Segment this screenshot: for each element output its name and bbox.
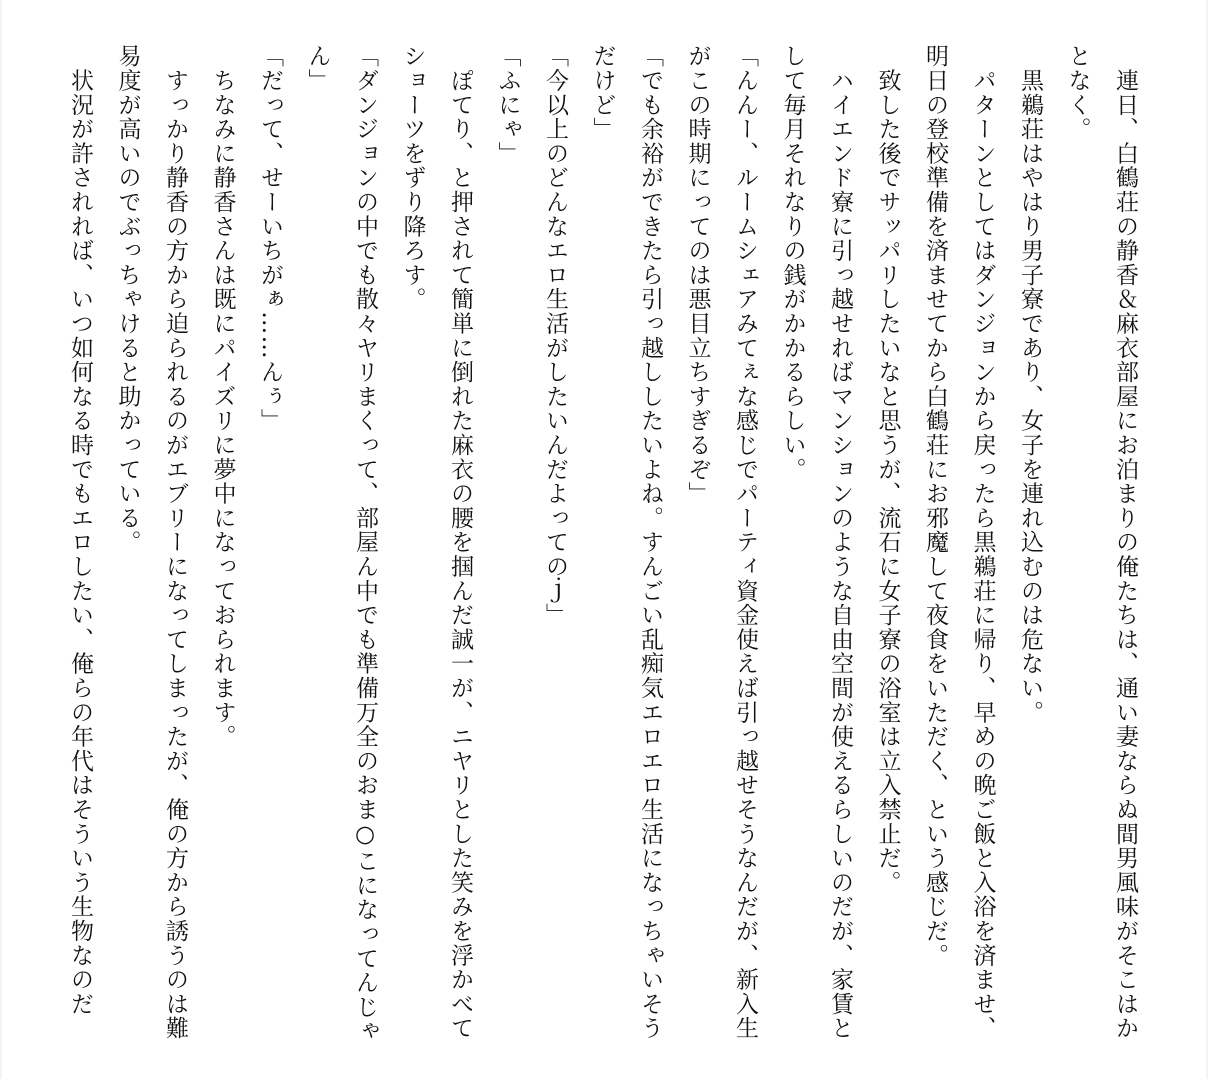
- paragraph: 致した後でサッパリしたいなと思うが、流石に女子寮の浴室は立入禁止だ。: [874, 44, 901, 895]
- dialogue-line: 「今以上のどんなエロ生活がしたいんだよってのｊ」: [542, 44, 568, 628]
- vertical-text-body: [56, 44, 1149, 1044]
- paragraph: 連日、白鶴荘の静香＆麻衣部屋にお泊まりの俺たちは、通い妻ならぬ間男風味がそこはかとなく。: [1064, 44, 1138, 1041]
- paragraph: ハイエンド寮に引っ越せればマンションのような自由空間が使えるらしいのだが、家賃として毎月それなりの銭がかかるらしい。: [779, 44, 853, 1041]
- dialogue-line: 「でも余裕ができたら引っ越ししたいよね。すんごい乱痴気エロエロ生活になっちゃいそうだけど」: [589, 44, 663, 1041]
- dialogue-line: 「ふにゃ」: [494, 44, 521, 166]
- paragraph: 黒鵜荘はやはり男子寮であり、女子を連れ込むのは危ない。: [1017, 44, 1043, 725]
- paragraph: すっかり静香の方から迫られるのがエブリーになってしまったが、俺の方から誘うのは難易度が高いのでぶっちゃけると助かっている。: [114, 44, 188, 1041]
- paragraph: ぽてり、と押されて簡単に倒れた麻衣の腰を掴んだ誠一が、ニヤリとした笑みを浮かべてショーツをずり降ろす。: [399, 44, 473, 1041]
- dialogue-line: 「んんー、ルームシェアみてぇな感じでパーティ資金使えば引っ越せそうなんだが、新入生がこの時期にってのは悪目立ちすぎるぞ」: [684, 44, 758, 1041]
- paragraph: 状況が許されれば、いつ如何なる時でもエロしたい、俺らの年代はそういう生物なのだ: [67, 44, 93, 1016]
- paragraph: ちなみに静香さんは既にパイズリに夢中になっておられます。: [209, 44, 236, 749]
- left-page-edge: [0, 0, 2, 1079]
- paragraph: パターンとしてはダンジョンから戻ったら黒鵜荘に帰り、早めの晩ご飯と入浴を済ませ、明日の登校準備を済ませてから白鶴荘にお邪魔して夜食をいただく、という感じだ。: [922, 44, 996, 1041]
- dialogue-line: 「だって、せーいちがぁ……んぅ」: [257, 44, 283, 433]
- dialogue-line: 「ダンジョンの中でも散々ヤリまくって、部屋ん中でも準備万全のおま○こになってんじゃん」: [304, 44, 378, 1044]
